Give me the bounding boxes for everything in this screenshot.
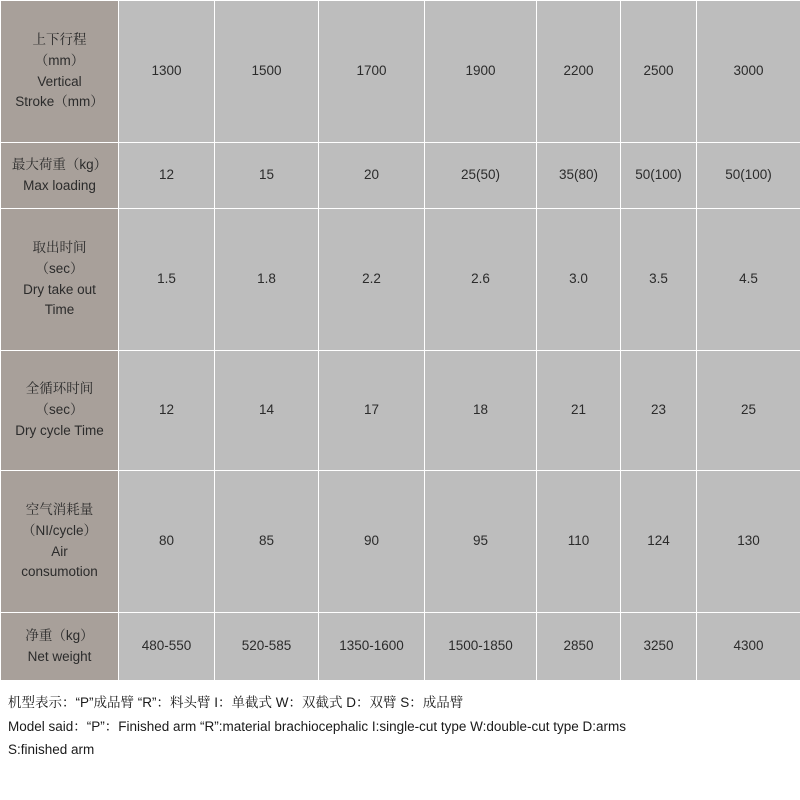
row-label-max-loading bbox=[1, 143, 119, 209]
row-label-line: consumotion bbox=[21, 564, 98, 580]
table-row bbox=[1, 613, 800, 681]
table-cell: 1900 bbox=[425, 1, 537, 143]
table-cell: 35(80) bbox=[537, 143, 621, 209]
table-cell: 50(100) bbox=[621, 143, 697, 209]
table-cell: 90 bbox=[319, 471, 425, 613]
table-row bbox=[1, 143, 800, 209]
row-label-line: 最大荷重（kg） bbox=[11, 156, 108, 172]
table-cell: 85 bbox=[215, 471, 319, 613]
table-cell: 18 bbox=[425, 351, 537, 471]
table-cell: 1500-1850 bbox=[425, 613, 537, 681]
table-cell: 25 bbox=[697, 351, 800, 471]
table-cell: 23 bbox=[621, 351, 697, 471]
row-label-net-weight bbox=[1, 613, 119, 681]
table-cell: 3.0 bbox=[537, 209, 621, 351]
table-row bbox=[1, 351, 800, 471]
table-cell: 2850 bbox=[537, 613, 621, 681]
table-cell: 1.5 bbox=[119, 209, 215, 351]
row-label-line: Dry take out bbox=[23, 281, 96, 297]
row-label-line: 净重（kg） bbox=[25, 627, 94, 643]
row-label-air-consumption bbox=[1, 471, 119, 613]
table-cell: 480-550 bbox=[119, 613, 215, 681]
table-cell: 3250 bbox=[621, 613, 697, 681]
row-label-line: （sec） bbox=[35, 260, 84, 276]
row-label-line: （sec） bbox=[35, 402, 84, 418]
table-cell: 1.8 bbox=[215, 209, 319, 351]
row-label-line: Max loading bbox=[23, 177, 96, 193]
table-cell: 80 bbox=[119, 471, 215, 613]
row-label-line: Air bbox=[51, 543, 68, 559]
row-label-dry-take-out-time bbox=[1, 209, 119, 351]
footnote-line-english-1: Model said：“P”：Finished arm “R”:material brachiocephalic I:single-cut type W:double-cut type D:arms bbox=[8, 718, 626, 734]
row-label-line: 取出时间 bbox=[32, 239, 87, 255]
row-label-line: Vertical bbox=[37, 73, 82, 89]
table-cell: 3000 bbox=[697, 1, 800, 143]
row-label-line: Net weight bbox=[27, 648, 92, 664]
table-row bbox=[1, 209, 800, 351]
row-label-line: （NI/cycle） bbox=[21, 522, 97, 538]
table-cell: 50(100) bbox=[697, 143, 800, 209]
row-label-line: （mm） bbox=[34, 52, 85, 68]
table-cell: 12 bbox=[119, 351, 215, 471]
row-label-vertical-stroke bbox=[1, 1, 119, 143]
table-cell: 25(50) bbox=[425, 143, 537, 209]
footnote bbox=[0, 681, 800, 762]
table-cell: 17 bbox=[319, 351, 425, 471]
table-cell: 2.2 bbox=[319, 209, 425, 351]
row-label-line: 空气消耗量 bbox=[25, 501, 94, 517]
table-cell: 4.5 bbox=[697, 209, 800, 351]
footnote-line-chinese: 机型表示：“P”成品臂 “R”：料头臂 I：单截式 W：双截式 D：双臂 S：成品臂 bbox=[8, 695, 464, 710]
table-cell: 2200 bbox=[537, 1, 621, 143]
table-cell: 1350-1600 bbox=[319, 613, 425, 681]
footnote-line-english-2: S:finished arm bbox=[8, 742, 95, 758]
table-cell: 2.6 bbox=[425, 209, 537, 351]
row-label-line: Dry cycle Time bbox=[15, 422, 104, 438]
table-cell: 2500 bbox=[621, 1, 697, 143]
table-cell: 14 bbox=[215, 351, 319, 471]
table-cell: 1700 bbox=[319, 1, 425, 143]
table-row bbox=[1, 471, 800, 613]
table-row bbox=[1, 1, 800, 143]
table-cell: 12 bbox=[119, 143, 215, 209]
row-label-line: Stroke（mm） bbox=[15, 94, 104, 110]
table-cell: 520-585 bbox=[215, 613, 319, 681]
row-label-line: Time bbox=[44, 302, 75, 318]
table-cell: 3.5 bbox=[621, 209, 697, 351]
table-cell: 110 bbox=[537, 471, 621, 613]
table-cell: 130 bbox=[697, 471, 800, 613]
table-cell: 4300 bbox=[697, 613, 800, 681]
table-cell: 21 bbox=[537, 351, 621, 471]
table-cell: 20 bbox=[319, 143, 425, 209]
table-cell: 95 bbox=[425, 471, 537, 613]
table-cell: 124 bbox=[621, 471, 697, 613]
row-label-dry-cycle-time bbox=[1, 351, 119, 471]
table-cell: 1500 bbox=[215, 1, 319, 143]
table-cell: 1300 bbox=[119, 1, 215, 143]
table-cell: 15 bbox=[215, 143, 319, 209]
row-label-line: 全循环时间 bbox=[25, 381, 94, 397]
row-label-line: 上下行程 bbox=[32, 31, 87, 47]
